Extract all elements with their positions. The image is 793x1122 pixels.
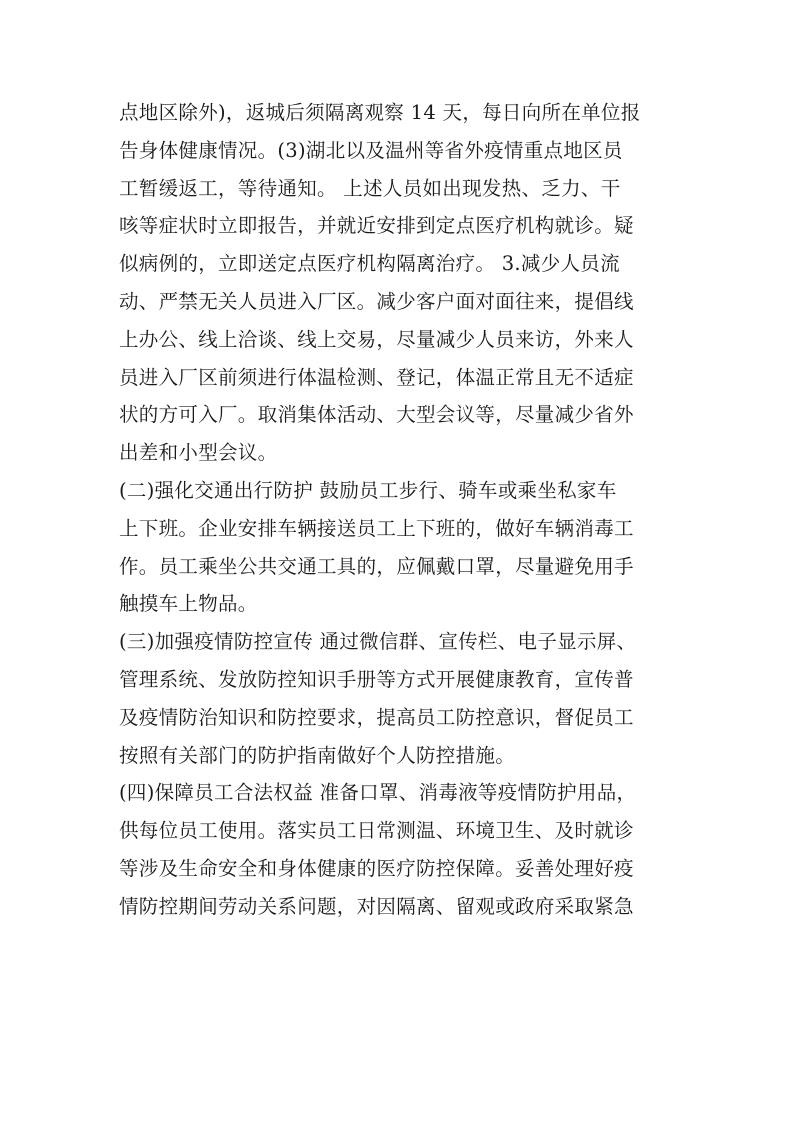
text-line: 上办公、线上洽谈、线上交易，尽量减少人员来访，外来人 [119, 327, 634, 351]
text-line: 咳等症状时立即报告，并就近安排到定点医疗机构就诊。疑 [119, 214, 634, 238]
text-line: 似病例的，立即送定点医疗机构隔离治疗。 3.减少人员流 [119, 252, 620, 276]
text-line: 作。员工乘坐公共交通工具的，应佩戴口罩，尽量避免用手 [119, 554, 634, 578]
text-line: 动、严禁无关人员进入厂区。减少客户面对面往来，提倡线 [119, 289, 634, 313]
section-heading-line: (二)强化交通出行防护 鼓励员工步行、骑车或乘坐私家车 [119, 478, 617, 502]
text-line: 员进入厂区前须进行体温检测、登记，体温正常且无不适症 [119, 365, 634, 389]
text-line: 点地区除外)，返城后须隔离观察 14 天，每日向所在单位报 [119, 101, 641, 124]
text-line: 出差和小型会议。 [119, 441, 278, 465]
text-line: 工暂缓返工，等待通知。 上述人员如出现发热、乏力、干 [119, 176, 621, 200]
text-line: 供每位员工使用。落实员工日常测温、环境卫生、及时就诊 [119, 819, 634, 843]
text-line: 及疫情防治知识和防控要求，提高员工防控意识，督促员工 [119, 705, 634, 729]
document-body [119, 94, 679, 926]
text-line: 管理系统、发放防控知识手册等方式开展健康教育，宣传普 [119, 667, 634, 691]
text-line: 触摸车上物品。 [119, 592, 258, 616]
section-heading-line: (四)保障员工合法权益 准备口罩、消毒液等疫情防护用品， [119, 781, 637, 805]
text-line: 按照有关部门的防护指南做好个人防控措施。 [119, 743, 516, 767]
section-heading-line: (三)加强疫情防控宣传 通过微信群、宣传栏、电子显示屏、 [119, 630, 637, 654]
text-line: 情防控期间劳动关系问题，对因隔离、留观或政府采取紧急 [119, 894, 634, 918]
text-line: 等涉及生命安全和身体健康的医疗防控保障。妥善处理好疫 [119, 856, 634, 880]
text-line: 上下班。企业安排车辆接送员工上下班的，做好车辆消毒工 [119, 516, 634, 540]
text-line: 告身体健康情况。(3)湖北以及温州等省外疫情重点地区员 [119, 138, 623, 162]
text-line: 状的方可入厂。取消集体活动、大型会议等，尽量减少省外 [119, 403, 634, 427]
